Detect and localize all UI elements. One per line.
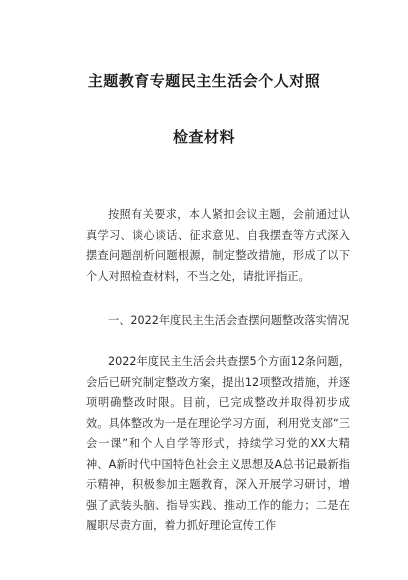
intro-paragraph: 按照有关要求，本人紧扣会议主题，会前通过认真学习、谈心谈话、征求意见、自我摆查等方式深入摆查问题剖析问题根源，制定整改措施，形成了以下个人对照检查材料，不当之处，请批评指正。 xyxy=(86,208,350,283)
section-heading: 一、2022年度民主生活会查摆问题整改落实情况 xyxy=(108,314,350,327)
document-title-line-2: 检查材料 xyxy=(172,128,235,146)
document-title-line-1: 主题教育专题民主生活会个人对照 xyxy=(87,72,321,90)
body-paragraph: 2022年度民主生活会共查摆5个方面12条问题，会后已研究制定整改方案，提出12项整改措施，并逐项明确整改时限。目前，已完成整改并取得初步成效。具体整改为一是在理论学习方面，利用党支部“三会一课”和个人自学等形式，持续学习党的XX大精神、A新时代中国特色社会主义思想及A总书记最新指示精神，积极参加主题教育，深入开展学习研讨，增强了武装头脑、指导实践、推动工作的能力；二是在履职尽责方面，着力抓好理论宣传工作 xyxy=(86,355,350,532)
